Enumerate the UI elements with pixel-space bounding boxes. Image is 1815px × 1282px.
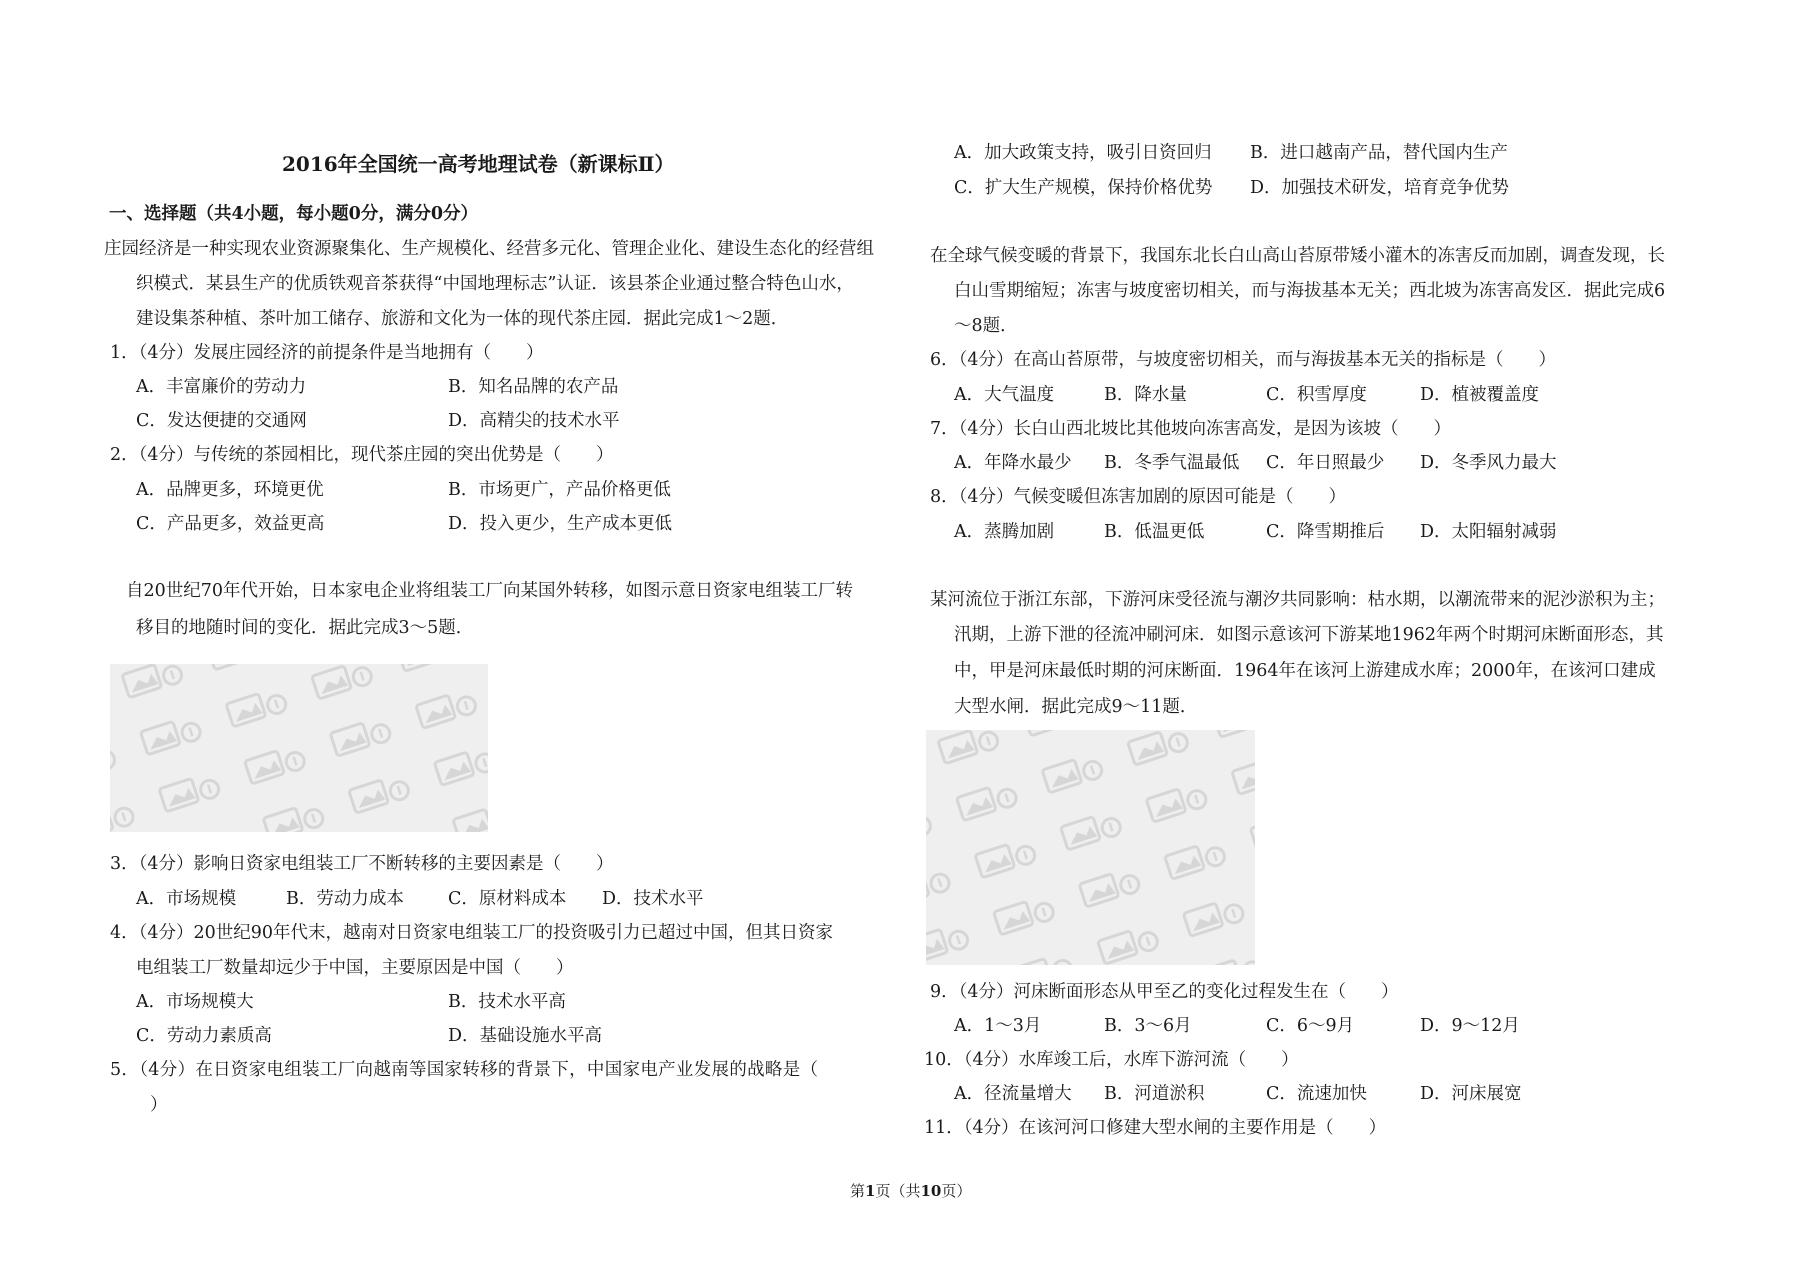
- passage-3-line: ～8题．: [954, 316, 1018, 336]
- question-5-option-d: D．加强技术研发，培育竞争优势: [1250, 178, 1510, 198]
- question-6-option-c: C．积雪厚度: [1266, 385, 1367, 405]
- question-10-option-c: C．流速加快: [1266, 1084, 1367, 1104]
- question-10-option-b: B．河道淤积: [1104, 1084, 1205, 1104]
- passage-1-line: 织模式．某县生产的优质铁观音茶获得“中国地理标志”认证．该县茶企业通过整合特色山水，: [136, 274, 854, 294]
- question-5-option-b: B．进口越南产品，替代国内生产: [1250, 143, 1508, 163]
- question-4-stem: 4．（4分）20世纪90年代末，越南对日资家电组装工厂的投资吸引力已超过中国，但其日资家: [110, 923, 834, 943]
- question-10-option-a: A．径流量增大: [954, 1084, 1072, 1104]
- passage-4-line: 中，甲是河床最低时期的河床断面．1964年在该河上游建成水库；2000年，在该河口建成: [954, 661, 1656, 681]
- question-8-option-b: B．低温更低: [1104, 522, 1205, 542]
- question-1-option-d: D．高精尖的技术水平: [448, 411, 620, 431]
- figure-placeholder-1: [110, 664, 488, 832]
- question-6-option-a: A．大气温度: [954, 385, 1055, 405]
- question-11-stem: 11．（4分）在该河河口修建大型水闸的主要作用是（ ）: [924, 1118, 1387, 1138]
- question-10-option-d: D．河床展宽: [1420, 1084, 1522, 1104]
- question-1-option-a: A．丰富廉价的劳动力: [136, 377, 307, 397]
- image-placeholder-icon: [926, 730, 1255, 965]
- question-5-stem: 5．（4分）在日资家电组装工厂向越南等国家转移的背景下，中国家电产业发展的战略是（: [110, 1060, 819, 1080]
- question-7-option-c: C．年日照最少: [1266, 453, 1385, 473]
- passage-1-line: 建设集茶种植、茶叶加工储存、旅游和文化为一体的现代茶庄园．据此完成1～2题．: [136, 309, 789, 329]
- question-1-stem: 1．（4分）发展庄园经济的前提条件是当地拥有（ ）: [110, 343, 544, 363]
- question-7-stem: 7．（4分）长白山西北坡比其他坡向冻害高发，是因为该坡（ ）: [930, 419, 1452, 439]
- question-2-option-b: B．市场更广，产品价格更低: [448, 480, 671, 500]
- question-5-option-a: A．加大政策支持，吸引日资回归: [954, 143, 1212, 163]
- question-7-option-d: D．冬季风力最大: [1420, 453, 1557, 473]
- figure-placeholder-2: [926, 730, 1255, 965]
- question-6-stem: 6．（4分）在高山苔原带，与坡度密切相关，而与海拔基本无关的指标是（ ）: [930, 350, 1557, 370]
- question-2-option-a: A．品牌更多，环境更优: [136, 480, 324, 500]
- footer-page-number: 1: [865, 1182, 876, 1200]
- question-7-option-a: A．年降水最少: [954, 453, 1072, 473]
- question-2-option-c: C．产品更多，效益更高: [136, 514, 325, 534]
- section-heading: 一、选择题（共4小题，每小题0分，满分0分）: [109, 204, 479, 224]
- question-9-option-c: C．6～9月: [1266, 1016, 1355, 1036]
- page-footer: [850, 1181, 971, 1201]
- question-8-option-c: C．降雪期推后: [1266, 522, 1385, 542]
- question-10-stem: 10．（4分）水库竣工后，水库下游河流（ ）: [924, 1050, 1299, 1070]
- question-7-option-b: B．冬季气温最低: [1104, 453, 1240, 473]
- question-8-stem: 8．（4分）气候变暖但冻害加剧的原因可能是（ ）: [930, 487, 1347, 507]
- question-9-stem: 9．（4分）河床断面形态从甲至乙的变化过程发生在（ ）: [930, 982, 1399, 1002]
- footer-total-pages: 10: [920, 1182, 942, 1200]
- question-9-option-b: B．3～6月: [1104, 1016, 1192, 1036]
- question-1-option-c: C．发达便捷的交通网: [136, 411, 307, 431]
- passage-1-line: 庄园经济是一种实现农业资源聚集化、生产规模化、经营多元化、管理企业化、建设生态化的经营组: [104, 239, 874, 259]
- question-9-option-d: D．9～12月: [1420, 1016, 1520, 1036]
- question-9-option-a: A．1～3月: [954, 1016, 1042, 1036]
- question-1-option-b: B．知名品牌的农产品: [448, 377, 619, 397]
- passage-4-line: 某河流位于浙江东部，下游河床受径流与潮汐共同影响：枯水期，以潮流带来的泥沙淤积为主；: [930, 590, 1665, 610]
- question-3-option-b: B．劳动力成本: [286, 889, 404, 909]
- passage-3-line: 白山雪期缩短；冻害与坡度密切相关，而与海拔基本无关；西北坡为冻害高发区．据此完成6: [954, 281, 1666, 301]
- page-title: 2016年全国统一高考地理试卷（新课标Ⅱ）: [282, 152, 675, 176]
- question-4-stem: 电组装工厂数量却远少于中国，主要原因是中国（ ）: [136, 958, 574, 978]
- footer-suffix: 页）: [941, 1182, 972, 1200]
- footer-prefix: 第: [850, 1182, 866, 1200]
- image-placeholder-icon: [110, 664, 488, 832]
- passage-2-line: 移目的地随时间的变化．据此完成3～5题．: [136, 618, 474, 638]
- question-3-option-d: D．技术水平: [602, 889, 704, 909]
- question-8-option-a: A．蒸腾加剧: [954, 522, 1055, 542]
- question-8-option-d: D．太阳辐射减弱: [1420, 522, 1557, 542]
- footer-middle: 页（共: [875, 1182, 921, 1200]
- passage-3-line: 在全球气候变暖的背景下，我国东北长白山高山苔原带矮小灌木的冻害反而加剧，调查发现，长: [930, 246, 1665, 266]
- passage-2-line: 自20世纪70年代开始，日本家电企业将组装工厂向某国外转移，如图示意日资家电组装工厂转: [126, 581, 854, 601]
- question-5-stem: ）: [150, 1095, 168, 1115]
- question-5-option-c: C．扩大生产规模，保持价格优势: [954, 178, 1213, 198]
- passage-4-line: 汛期，上游下泄的径流冲刷河床．如图示意该河下游某地1962年两个时期河床断面形态，其: [954, 625, 1664, 645]
- question-6-option-b: B．降水量: [1104, 385, 1187, 405]
- question-4-option-c: C．劳动力素质高: [136, 1026, 272, 1046]
- question-3-stem: 3．（4分）影响日资家电组装工厂不断转移的主要因素是（ ）: [110, 854, 614, 874]
- question-6-option-d: D．植被覆盖度: [1420, 385, 1540, 405]
- question-2-option-d: D．投入更少，生产成本更低: [448, 514, 673, 534]
- question-4-option-d: D．基础设施水平高: [448, 1026, 603, 1046]
- question-3-option-a: A．市场规模: [136, 889, 237, 909]
- question-3-option-c: C．原材料成本: [448, 889, 567, 909]
- question-2-stem: 2．（4分）与传统的茶园相比，现代茶庄园的突出优势是（ ）: [110, 445, 614, 465]
- question-4-option-a: A．市场规模大: [136, 992, 254, 1012]
- question-4-option-b: B．技术水平高: [448, 992, 566, 1012]
- passage-4-line: 大型水闸．据此完成9～11题．: [954, 697, 1198, 717]
